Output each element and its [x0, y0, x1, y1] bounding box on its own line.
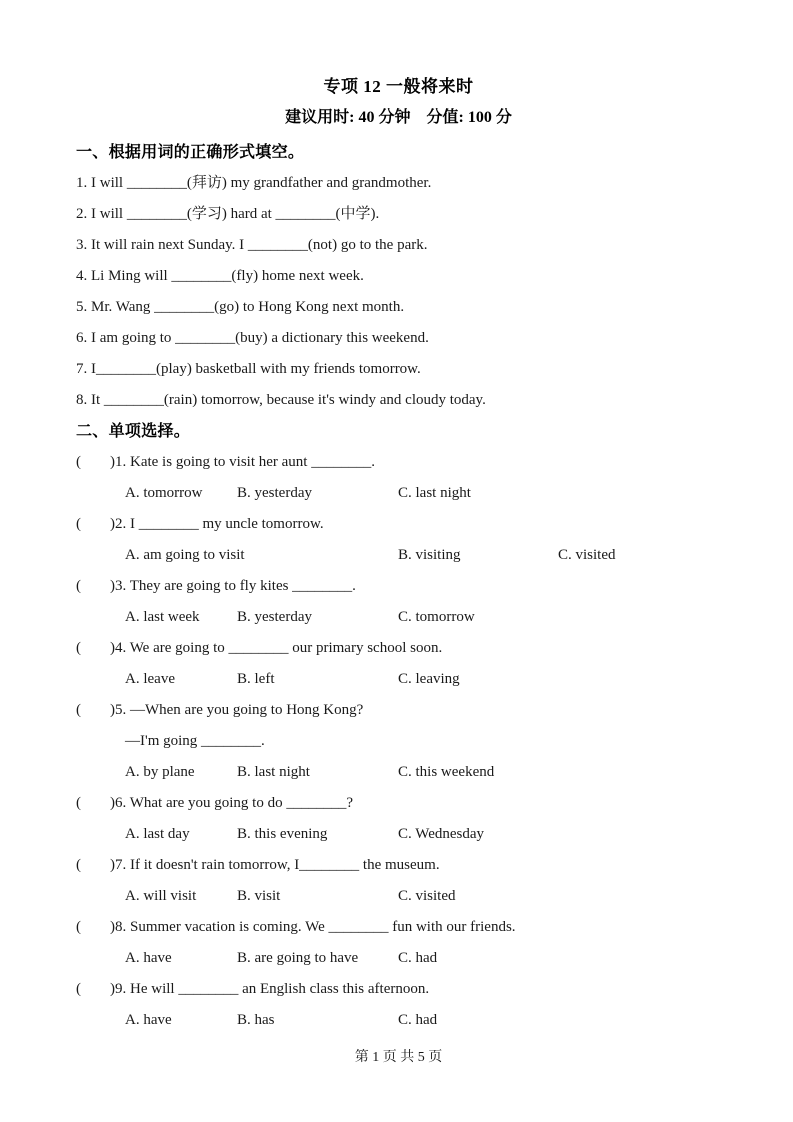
choice-item-7-options	[125, 881, 721, 912]
option-c: C. leaving	[398, 671, 460, 687]
answer-bracket: (	[76, 454, 81, 470]
answer-bracket: (	[76, 516, 81, 532]
question-text: )2. I ________ my uncle tomorrow.	[110, 516, 324, 532]
answer-bracket: (	[76, 857, 81, 873]
fill-item-1: 1. I will ________(拜访) my grandfather and grandmother.	[76, 175, 432, 191]
option-b: B. this evening	[237, 826, 328, 842]
choice-item-8-stem	[76, 912, 721, 943]
option-b: B. yesterday	[237, 485, 312, 501]
option-a: A. leave	[125, 671, 175, 687]
answer-bracket: (	[76, 919, 81, 935]
question-text: )8. Summer vacation is coming. We ________ fun with our friends.	[110, 919, 516, 935]
fill-item-2: 2. I will ________(学习) hard at ________(中学).	[76, 206, 380, 222]
option-a: A. by plane	[125, 764, 195, 780]
option-c: C. last night	[398, 485, 471, 501]
choice-item-8-options	[125, 943, 721, 974]
choice-item-3-stem	[76, 571, 721, 602]
choice-item-1-options	[125, 478, 721, 509]
choice-item-1-stem	[76, 447, 721, 478]
choice-item-5-answer-line: —I'm going ________.	[125, 733, 265, 749]
option-b: B. yesterday	[237, 609, 312, 625]
choice-item-2-stem	[76, 509, 721, 540]
choice-item-6-stem	[76, 788, 721, 819]
fill-item-6: 6. I am going to ________(buy) a dictionary this weekend.	[76, 330, 429, 346]
choice-item-2-options	[125, 540, 721, 571]
page-title: 专项 12 一般将来时	[323, 77, 474, 96]
option-c: C. visited	[558, 547, 616, 563]
option-c: C. had	[398, 1012, 438, 1028]
answer-bracket: (	[76, 702, 81, 718]
option-b: B. has	[237, 1012, 275, 1028]
fill-item-7: 7. I________(play) basketball with my friends tomorrow.	[76, 361, 421, 377]
answer-bracket: (	[76, 640, 81, 656]
choice-item-4-options	[125, 664, 721, 695]
question-text: )1. Kate is going to visit her aunt ________.	[110, 454, 375, 470]
option-c: C. Wednesday	[398, 826, 485, 842]
option-b: B. last night	[237, 764, 310, 780]
question-text: )5. —When are you going to Hong Kong?	[110, 702, 364, 718]
option-a: A. last week	[125, 609, 200, 625]
fill-item-4: 4. Li Ming will ________(fly) home next week.	[76, 268, 364, 284]
page-number-footer: 第 1 页 共 5 页	[354, 1050, 443, 1065]
question-text: )4. We are going to ________ our primary school soon.	[110, 640, 443, 656]
choice-item-5-stem	[76, 695, 721, 726]
question-text: )7. If it doesn't rain tomorrow, I________ the museum.	[110, 857, 440, 873]
fill-item-8: 8. It ________(rain) tomorrow, because it's windy and cloudy today.	[76, 392, 486, 408]
fill-item-3: 3. It will rain next Sunday. I ________(not) go to the park.	[76, 237, 428, 253]
choice-item-4-stem	[76, 633, 721, 664]
option-c: C. this weekend	[398, 764, 495, 780]
fill-item-5: 5. Mr. Wang ________(go) to Hong Kong next month.	[76, 299, 405, 315]
question-text: )9. He will ________ an English class this afternoon.	[110, 981, 430, 997]
option-b: B. left	[237, 671, 275, 687]
section-one-heading: 一、根据用词的正确形式填空。	[76, 144, 305, 161]
option-b: B. are going to have	[237, 950, 359, 966]
option-a: A. am going to visit	[125, 547, 245, 563]
answer-bracket: (	[76, 981, 81, 997]
option-a: A. last day	[125, 826, 190, 842]
option-b: B. visiting	[398, 547, 461, 563]
question-text: )6. What are you going to do ________?	[110, 795, 354, 811]
option-c: C. had	[398, 950, 438, 966]
option-c: C. tomorrow	[398, 609, 475, 625]
answer-bracket: (	[76, 795, 81, 811]
answer-bracket: (	[76, 578, 81, 594]
page-subtitle: 建议用时: 40 分钟 分值: 100 分	[285, 109, 512, 126]
option-c: C. visited	[398, 888, 456, 904]
option-a: A. tomorrow	[125, 485, 203, 501]
choice-item-3-options	[125, 602, 721, 633]
option-a: A. will visit	[125, 888, 197, 904]
choice-item-5-options	[125, 757, 721, 788]
choice-item-9-stem	[76, 974, 721, 1005]
choice-item-9-options	[125, 1005, 721, 1036]
choice-item-6-options	[125, 819, 721, 850]
question-text: )3. They are going to fly kites ________.	[110, 578, 356, 594]
section-two-heading: 二、单项选择。	[76, 423, 191, 440]
option-a: A. have	[125, 950, 172, 966]
choice-item-7-stem	[76, 850, 721, 881]
option-a: A. have	[125, 1012, 172, 1028]
option-b: B. visit	[237, 888, 281, 904]
